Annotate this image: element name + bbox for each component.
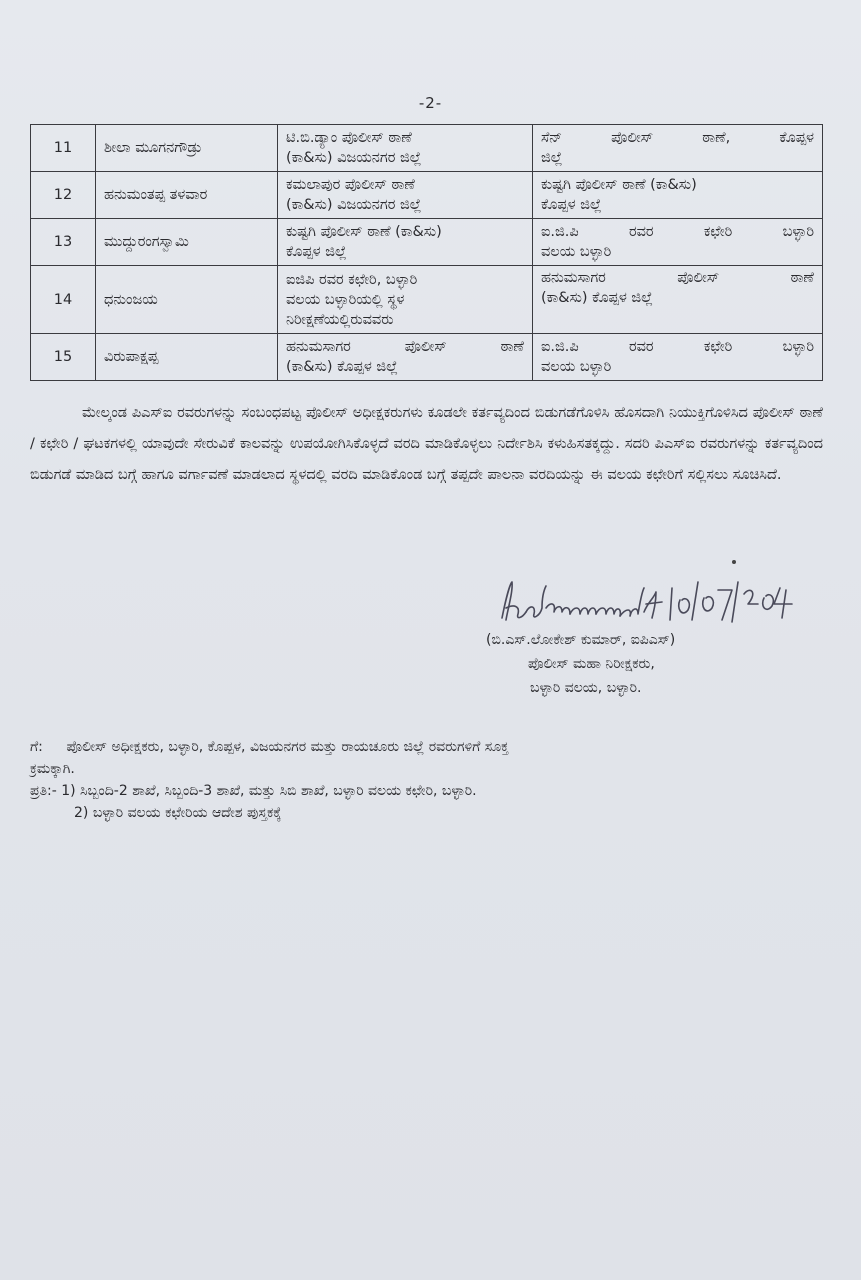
from-line: ಕಮಲಾಪುರ ಪೊಲೀಸ್ ಠಾಣೆ [286,177,415,193]
officer-name: ಮುದ್ದುರಂಗಸ್ವಾಮಿ [96,219,278,266]
table-row [31,266,823,334]
to-line: ಐ.ಜಿ.ಪಿ ರವರ ಕಛೇರಿ ಬಳ್ಳಾರಿ [541,339,814,355]
from-posting [278,172,533,219]
from-line: (ಕಾ&ಸು) ಕೊಪ್ಪಳ ಜಿಲ್ಲೆ [286,359,398,375]
signatory-name: (ಬಿ.ಎಸ್.ಲೋಕೇಶ್ ಕುಮಾರ್, ಐಪಿಎಸ್) [486,632,676,648]
from-posting [278,219,533,266]
officer-name: ಧನುಂಜಯ [96,266,278,334]
table-row [31,219,823,266]
table-row [31,125,823,172]
to-continuation: ಕ್ರಮಕ್ಕಾಗಿ. [30,761,75,777]
to-line: ಕೊಪ್ಪಳ ಜಿಲ್ಲೆ [541,197,602,213]
from-line: ಕೊಪ್ಪಳ ಜಿಲ್ಲೆ [286,244,347,260]
serial-number: 11 [31,125,96,172]
copy-item: 2) ಬಳ್ಳಾರಿ ವಲಯ ಕಛೇರಿಯ ಆದೇಶ ಪುಸ್ತಕಕ್ಕೆ [74,805,282,821]
copy-item: 1) ಸಿಬ್ಬಂದಿ-2 ಶಾಖೆ, ಸಿಬ್ಬಂದಿ-3 ಶಾಖೆ, ಮತ್ತು ಸಿಬಿ ಶಾಖೆ, ಬಳ್ಳಾರಿ ವಲಯ ಕಛೇರಿ, ಬಳ್ಳಾರಿ. [61,783,477,799]
table-row [31,334,823,381]
from-line: ಹನುಮಸಾಗರ ಪೊಲೀಸ್ ಠಾಣೆ [286,339,524,355]
to-line: ವಲಯ ಬಳ್ಳಾರಿ [541,359,612,375]
page-number: -2- [418,94,443,112]
handwritten-signature [496,578,796,632]
from-posting [278,125,533,172]
serial-number: 15 [31,334,96,381]
signatory-office: ಬಳ್ಳಾರಿ ವಲಯ, ಬಳ್ಳಾರಿ. [530,680,642,696]
instruction-paragraph [30,398,823,491]
transfer-table [30,124,823,381]
signature-block [486,628,786,700]
from-line: (ಕಾ&ಸು) ವಿಜಯನಗರ ಜಿಲ್ಲೆ [286,150,422,166]
to-label: ಗೆ: [30,739,43,755]
serial-number: 12 [31,172,96,219]
from-line: ವಲಯ ಬಳ್ಳಾರಿಯಲ್ಲಿ ಸ್ಥಳ [286,291,405,308]
to-posting [533,172,823,219]
instruction-text: ಮೇಲ್ಕಂಡ ಪಿಎಸ್ಐ ರವರುಗಳನ್ನು ಸಂಬಂಧಪಟ್ಟ ಪೊಲೀಸ್ ಅಧೀಕ್ಷಕರುಗಳು ಕೂಡಲೇ ಕರ್ತವ್ಯದಿಂದ ಬಿಡುಗಡೆಗೊಳಿಸಿ ಹೊಸದಾಗಿ ನಿಯುಕ್ತಿಗೊಳಿಸಿದ ಪೊಲೀಸ್ ಠಾಣೆ / ಕಛೇರಿ / ಘಟಕಗಳಲ್ಲಿ ಯಾವುದೇ ಸೇರುವಿಕೆ ಕಾಲವನ್ನು ಉಪಯೋಗಿಸಿಕೊಳ್ಳದೆ ವರದಿ ಮಾಡಿಕೊಳ್ಳಲು ನಿರ್ದೇಶಿಸಿ ಕಳುಹಿಸತಕ್ಕದ್ದು. ಸದರಿ ಪಿಎಸ್ಐ ರವರುಗಳನ್ನು ಕರ್ತವ್ಯದಿಂದ ಬಿಡುಗಡೆ ಮಾಡಿದ ಬಗ್ಗೆ ಹಾಗೂ ವರ್ಗಾವಣೆ ಮಾಡಲಾದ ಸ್ಥಳದಲ್ಲಿ ವರದಿ ಮಾಡಿಕೊಂಡ ಬಗ್ಗೆ ತಪ್ಪದೇ ಪಾಲನಾ ವರದಿಯನ್ನು ಈ ವಲಯ ಕಛೇರಿಗೆ ಸಲ್ಲಿಸಲು ಸೂಚಿಸಿದೆ. [30,405,823,483]
to-line: (ಕಾ&ಸು) ಕೊಪ್ಪಳ ಜಿಲ್ಲೆ [541,290,653,306]
from-posting [278,334,533,381]
from-posting [278,266,533,334]
to-recipients: ಪೊಲೀಸ್ ಅಧೀಕ್ಷಕರು, ಬಳ್ಳಾರಿ, ಕೊಪ್ಪಳ, ವಿಜಯನಗರ ಮತ್ತು ರಾಯಚೂರು ಜಿಲ್ಲೆ ರವರುಗಳಿಗೆ ಸೂಕ್ತ [66,739,509,755]
to-line: ಜಿಲ್ಲೆ [541,150,563,166]
from-line: ಟಿ.ಬಿ.ಡ್ಯಾಂ ಪೊಲೀಸ್ ಠಾಣೆ [286,130,412,146]
from-line: (ಕಾ&ಸು) ವಿಜಯನಗರ ಜಿಲ್ಲೆ [286,197,422,213]
to-posting [533,334,823,381]
from-line: ಕುಷ್ಟಗಿ ಪೊಲೀಸ್ ಠಾಣೆ (ಕಾ&ಸು) [286,224,442,240]
to-line [30,736,823,758]
officer-name: ವಿರುಪಾಕ್ಷಪ್ಪ [96,334,278,381]
copy-line [30,780,823,802]
to-line: ಸೆನ್ ಪೊಲೀಸ್ ಠಾಣೆ, ಕೊಪ್ಪಳ [541,130,814,146]
to-posting [533,125,823,172]
from-line: ನಿರೀಕ್ಷಣೆಯಲ್ಲಿರುವವರು [286,311,394,328]
to-posting [533,266,823,334]
serial-number: 14 [31,266,96,334]
distribution-block [30,736,823,824]
to-line: ಐ.ಜಿ.ಪಿ ರವರ ಕಛೇರಿ ಬಳ್ಳಾರಿ [541,224,814,240]
serial-number: 13 [31,219,96,266]
to-line: ವಲಯ ಬಳ್ಳಾರಿ [541,244,612,260]
officer-name: ಶೀಲಾ ಮೂಗನಗೌಡ್ರು [96,125,278,172]
to-line: ಕುಷ್ಟಗಿ ಪೊಲೀಸ್ ಠಾಣೆ (ಕಾ&ಸು) [541,177,697,193]
officer-name: ಹನುಮಂತಪ್ಪ ತಳವಾರ [96,172,278,219]
copy-label: ಪ್ರತಿ:- [30,783,57,799]
ink-dot [732,560,736,564]
table-row [31,172,823,219]
to-posting [533,219,823,266]
signatory-designation: ಪೊಲೀಸ್ ಮಹಾ ನಿರೀಕ್ಷಕರು, [528,656,655,672]
to-line: ಹನುಮಸಾಗರ ಪೊಲೀಸ್ ಠಾಣೆ [541,270,814,286]
from-line: ಐಜಿಪಿ ರವರ ಕಛೇರಿ, ಬಳ್ಳಾರಿ [286,271,418,288]
